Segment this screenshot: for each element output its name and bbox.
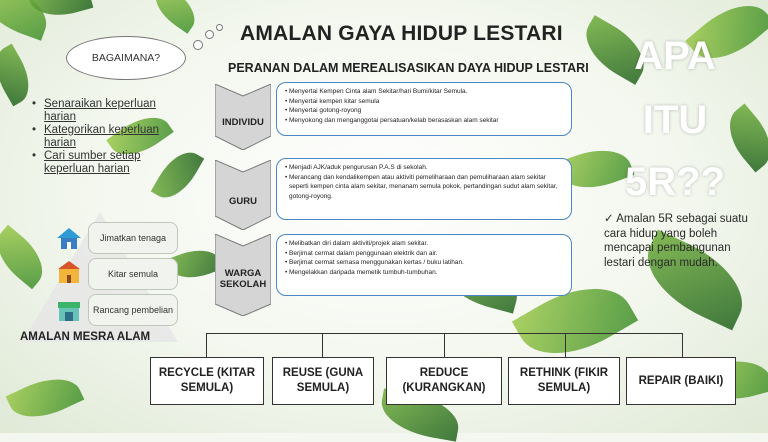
connector-line — [206, 333, 207, 357]
side-title: AMALAN MESRA ALAM — [20, 331, 151, 343]
school-icon — [56, 260, 82, 284]
role-point: • Menyertai Kempen Cinta alam Sekitar/hari Bumi/kitar Semula. — [285, 87, 563, 97]
connector-line — [444, 333, 445, 357]
how-bullet: • Kategorikan keperluan harian — [30, 124, 180, 150]
apa-description — [604, 212, 754, 270]
r-box-recycle: RECYCLE (KITAR SEMULA) — [150, 357, 264, 405]
role-label-guru: GURU — [229, 196, 257, 207]
role-panel-individu — [276, 82, 572, 136]
r-box-repair: REPAIR (BAIKI) — [626, 357, 736, 405]
side-item-rancang-pembelian: Rancang pembelian — [88, 294, 178, 326]
check-icon: ✓ — [604, 213, 614, 225]
how-bullet-list — [30, 98, 180, 176]
store-icon — [56, 298, 82, 322]
apa-word: APA — [634, 34, 716, 78]
role-panel-guru — [276, 158, 572, 220]
cloud-dot — [193, 40, 203, 50]
role-point: • Berjimat cermat semasa menggunakan kertas / buku latihan. — [285, 258, 563, 268]
chevron-guru — [215, 160, 271, 230]
how-bullet: • Cari sumber setiap keperluan harian — [30, 150, 180, 176]
page-title: AMALAN GAYA HIDUP LESTARI — [240, 22, 563, 45]
how-bullet: • Senaraikan keperluan harian — [30, 98, 180, 124]
role-label-individu: INDIVIDU — [222, 117, 264, 128]
role-point: • Menjadi AJK/aduk pengurusan P.A.S di sekolah. — [285, 163, 563, 173]
page-subtitle: PERANAN DALAM MEREALISASIKAN DAYA HIDUP LESTARI — [228, 61, 589, 75]
side-item-jimatkan-tenaga: Jimatkan tenaga — [88, 222, 178, 254]
house-icon — [56, 226, 82, 250]
apa-word: ITU — [642, 98, 708, 142]
cloud-dot — [216, 24, 223, 31]
side-item-kitar-semula: Kitar semula — [88, 258, 178, 290]
role-point: • Merancang dan kendalikempen atau aktiviti pemeliharaan dan pemuliharaan alam sekitar seperti kempen cinta alam sekitar, menanam semula pokok, pertandingan sudut alam sekitar, gotong-royong. — [285, 173, 563, 202]
connector-line — [682, 333, 683, 357]
role-point: • Menyertai kempen kitar semula — [285, 97, 563, 107]
role-point: • Menyokong dan menganggotai persatuan/kelab berasaskan alam sekitar — [285, 116, 563, 126]
r-box-reduce: REDUCE (KURANGKAN) — [386, 357, 502, 405]
connector-line — [322, 333, 323, 357]
thought-cloud: BAGAIMANA? — [66, 36, 186, 80]
apa-desc-text: Amalan 5R sebagai suatu cara hidup yang boleh mencapai pembangunan lestari dengan mudah. — [604, 213, 748, 269]
r-box-reuse: REUSE (GUNA SEMULA) — [272, 357, 374, 405]
role-panel-warga-sekolah — [276, 234, 572, 296]
role-label-warga-sekolah: WARGA SEKOLAH — [219, 268, 267, 290]
role-point: • Berjimat cermat dalam penggunaan elektrik dan air. — [285, 249, 563, 259]
connector-line — [565, 333, 566, 357]
apa-word: 5R?? — [625, 160, 725, 204]
cloud-dot — [205, 30, 214, 39]
role-point: • Mengelakkan daripada memetik tumbuh-tumbuhan. — [285, 268, 563, 278]
role-point: • Melibatkan diri dalam aktiviti/projek alam sekitar. — [285, 239, 563, 249]
role-point: • Menyertai gotong-royong — [285, 106, 563, 116]
r-box-rethink: RETHINK (FIKIR SEMULA) — [508, 357, 620, 405]
